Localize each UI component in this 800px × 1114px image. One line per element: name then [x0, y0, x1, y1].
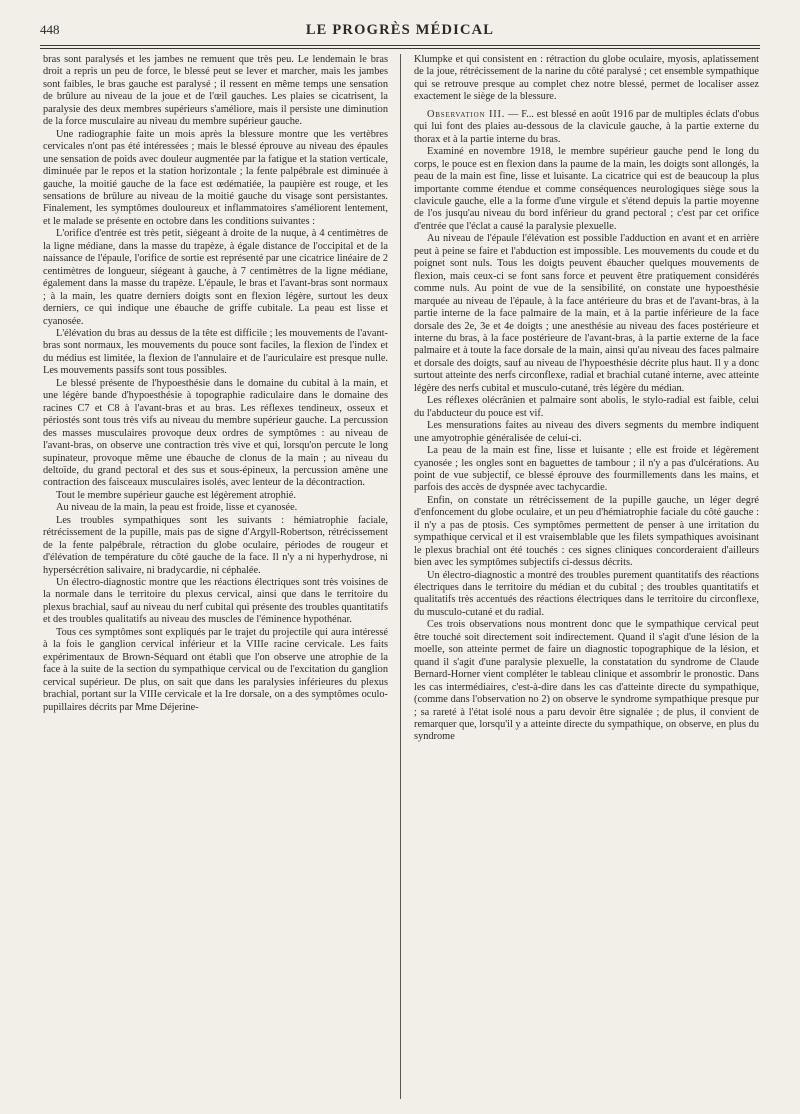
paragraph: L'élévation du bras au dessus de la tête est difficile ; les mouvements de l'avant-bras sont normaux, les mouvements du pouce sont faciles, la flexion de l'index et du médius est limitée, la flexion de l'annulaire et de l'auriculaire est presque nulle. Les mouvements passifs sont tous possibles.: [43, 327, 388, 377]
paragraph: La peau de la main est fine, lisse et luisante ; elle est froide et légèrement cyanosée ; les ongles sont en baguettes de tambour ; il n'y a pas d'ulcérations. Au point de vue subjectif, ce blessé éprouve des fourmillements dans les mains, et parfois des accès de dyspnée avec tachycardie.: [414, 445, 759, 494]
paragraph: bras sont paralysés et les jambes ne remuent que très peu. Le lendemain le bras droit a repris un peu de force, le blessé peut se lever et marcher, mais les jambes sont faibles, le bras gauche est paralysé ; il ressent en même temps une sensation de brûlure au niveau de la joue et de l'œil gauches. Les plaies se cicatrisent, la paralysie des deux membres supérieurs s'améliore, mais il persiste une diminution de la force musculaire au niveau du membre supérieur gauche.: [43, 54, 388, 128]
left-column: [43, 54, 388, 1104]
paragraph: Au niveau de la main, la peau est froide, lisse et cyanosée.: [56, 502, 298, 514]
paragraph: Ces trois observations nous montrent donc que le sympathique cervical peut être touché soit directement soit indirectement. Quand il s'agit d'une lésion de la moelle, son atteinte permet de faire un diagnostic topographique de la lésion, et quand il s'agit d'une paralysie plexuelle, la constatation du syndrome de Claude Bernard-Horner vient compléter le tableau clinique et assombrir le pronostic. Dans les cas intermédiaires, c'est-à-dire dans les cas d'atteinte directe du sympathique, (comme dans l'observation no 2) on observe le syndrome sympathique presque pur ; sa rareté à l'état isolé nous a paru devoir être signalée ; de plus, il convient de remarquer que, lorsqu'il y a atteinte directe du sympathique, on observe, en plus du syndrome: [414, 619, 759, 743]
paragraph: Enfin, on constate un rétrécissement de la pupille gauche, un léger degré d'enfoncement du globe oculaire, et un peu d'hémiatrophie faciale du côté gauche : il n'y a pas de ptosis. Ces symptômes permettent de penser à une irritation du sympathique cervical et il est vraisemblable que les filets sympathiques avoisinant le plexus brachial ont été touchés : ces signes cliniques concorderaient d'ailleurs bien avec les symptômes subjectifs ci-dessus décrits.: [414, 494, 759, 569]
header-rule: [40, 45, 760, 46]
header-rule-thin: [40, 48, 760, 49]
paragraph: Klumpke et qui consistent en : rétraction du globe oculaire, myosis, aplatissement de la joue, rétrécissement de la narine du côté paralysé ; cet ensemble sympathique qui se retrouve presque au complet chez notre blessé, permet de localiser assez exactement le siège de la blessure.: [414, 54, 759, 103]
column-divider: [400, 54, 401, 1099]
paragraph: Le blessé présente de l'hypoesthésie dans le domaine du cubital à la main, et une légère bande d'hypoesthésie à topographie radiculaire dans le domaine des racines C7 et C8 à l'avant-bras et au bras. Les réflexes tendineux, osseux et périostés sont tous très vifs au niveau du membre supérieur gauche. La percussion des masses musculaires provoque deux ordres de symptômes : au niveau de l'avant-bras, on observe une contraction très vive et qui, lorsqu'on percute le long supinateur, provoque même une ébauche de clonus de la main ; au niveau du deltoïde, du grand pectoral et des sus et sous-épineux, la percussion amène une contraction des faisceaux musculaires isolés, avec lenteur de la décontraction.: [43, 377, 388, 489]
observation-paragraph: [414, 109, 759, 146]
journal-title: LE PROGRÈS MÉDICAL: [305, 22, 495, 38]
observation-label: Observation III.: [427, 108, 506, 120]
paragraph: L'orifice d'entrée est très petit, siégeant à droite de la nuque, à 4 centimètres de la ligne médiane, dans la masse du trapèze, à égale distance de l'occipital et de la naissance de l'épaule, l'orifice de sortie est représenté par une cicatrice linéaire de 2 centimètres de longueur, siégeant à gauche, à 7 centimètres de la ligne médiane, également dans la masse du trapèze. L'épaule, le bras et l'avant-bras sont normaux ; à la main, les quatre derniers doigts sont en flexion légère, surtout les deux derniers, ce qui indique une ébauche de griffe cubitale. La peau est lisse et cyanosée.: [43, 228, 388, 327]
page-header: [40, 22, 760, 44]
paragraph: Tout le membre supérieur gauche est légèrement atrophié.: [56, 489, 296, 501]
paragraph: Les réflexes olécrânien et palmaire sont abolis, le stylo-radial est faible, celui du l'abducteur du pouce est vif.: [414, 395, 759, 419]
paragraph: Un électro-diagnostic montre que les réactions électriques sont très voisines de la normale dans le territoire du plexus cervical, ainsi que dans le territoire du plexus brachial, sauf au niveau du nerf cubital qui présente des troubles quantitatifs et des troubles qualitatifs au niveau des muscles de l'éminence hypothénar.: [43, 577, 388, 626]
paragraph: Un électro-diagnostic a montré des troubles purement quantitatifs des réactions électriques dans le territoire du médian et du cubital ; des troubles quantitatifs et qualitatifs très accentués des réactions électriques dans le territoire du circonflexe, du musculo-cutané et du radial.: [414, 569, 759, 618]
right-column: [414, 54, 759, 1104]
paragraph: Au niveau de l'épaule l'élévation est possible l'adduction en avant et en arrière peut à peine se faire et l'abduction est impossible. Les mouvements du coude et du poignet sont nuls. Tous les doigts peuvent ébaucher quelques mouvements de flexion, mais ceux-ci se font sans force et peuvent être pratiquement considérés comme nuls. Au point de vue de la sensibilité, on constate une hypoesthésie marquée au niveau de l'épaule, à la face antérieure du bras et de l'avant-bras, à la partie interne de la face palmaire de la main, et à la partie inférieure de la face dorsale des 2e, 3e et 4e doigts ; une anesthésie au niveau des faces postérieure et interne du bras, à la face postérieure de l'avant-bras, à la partie externe de la face palmaire et à toute la face dorsale de la main, ainsi qu'au niveau des faces palmaire et dorsale des doigts, sauf au niveau de l'hypoesthésie décrite plus haut. Il y a donc surtout atteinte des nerfs circonflexe, radial et brachial cutané interne, avec atteinte légère des nerfs cubital et musculo-cutané, très légère du médian.: [414, 233, 759, 394]
paragraph: Tous ces symptômes sont expliqués par le trajet du projectile qui aura intéressé à la fois le ganglion cervical inférieur et la VIIIe racine cervicale. Les faits expérimentaux de Brown-Séquard ont établi que l'on observe une atrophie de la face à la suite de la section du sympathique cervical ou de l'excitation du ganglion cervical supérieur. De plus, on sait que dans les paralysies inférieures du plexus brachial, portant sur la VIIIe cervicale et la Ire dorsale, on a des symptômes oculo-pupillaires décrits par Mme Déjerine-: [43, 626, 388, 713]
paragraph: Les mensurations faites au niveau des divers segments du membre indiquent une amyotrophie généralisée de celui-ci.: [414, 420, 759, 444]
paragraph: Une radiographie faite un mois après la blessure montre que les vertèbres cervicales n'ont pas été intéressées ; mais le blessé éprouve au niveau des épaules une sensation de poids avec douleur augmentée par la fatigue et la station verticale, diminuée par le repos et la station horizontale ; la fente palpébrale est diminuée à gauche, la moitié gauche de la face est œdématiée, la paupière est rouge, et les sensations de brûlure au niveau de la moitié gauche du visage sont persistantes. Finalement, les symptômes douloureux et inflammatoires s'améliorent lentement, et le malade se présente en octobre dans les conditions suivantes :: [43, 128, 388, 227]
paragraph: Les troubles sympathiques sont les suivants : hémiatrophie faciale, rétrécissement de la pupille, mais pas de signe d'Argyll-Robertson, rétrécissement de la fente palpébrale, rétraction du globe oculaire, périodes de rougeur et d'élévation de température du côté gauche de la face. Il n'y a ni hyperhydrose, ni hypersécrétion salivaire, ni bradycardie, ni céphalée.: [43, 514, 388, 576]
observation-intro: — F... est blessé en août 1916 par de multiples éclats d'obus qui lui font des plaies au-dessous de la clavicule gauche, à la partie externe du thorax et à la partie interne du bras.: [414, 108, 759, 145]
page-number: 448: [40, 22, 60, 37]
paragraph: Examiné en novembre 1918, le membre supérieur gauche pend le long du corps, le pouce est en flexion dans la paume de la main, les doigts sont allongés, la peau de la main est fine, lisse et luisante. La cicatrice qui est de beaucoup la plus importante comme étendue et comme conséquences neurologiques siège sous la clavicule gauche, elle a la forme d'une virgule et s'étend depuis la partie moyenne de l'os jusqu'au niveau du bord inférieur du grand pectoral ; c'est par cet orifice d'entrée que l'éclat a causé la paralysie plexuelle.: [414, 146, 759, 232]
